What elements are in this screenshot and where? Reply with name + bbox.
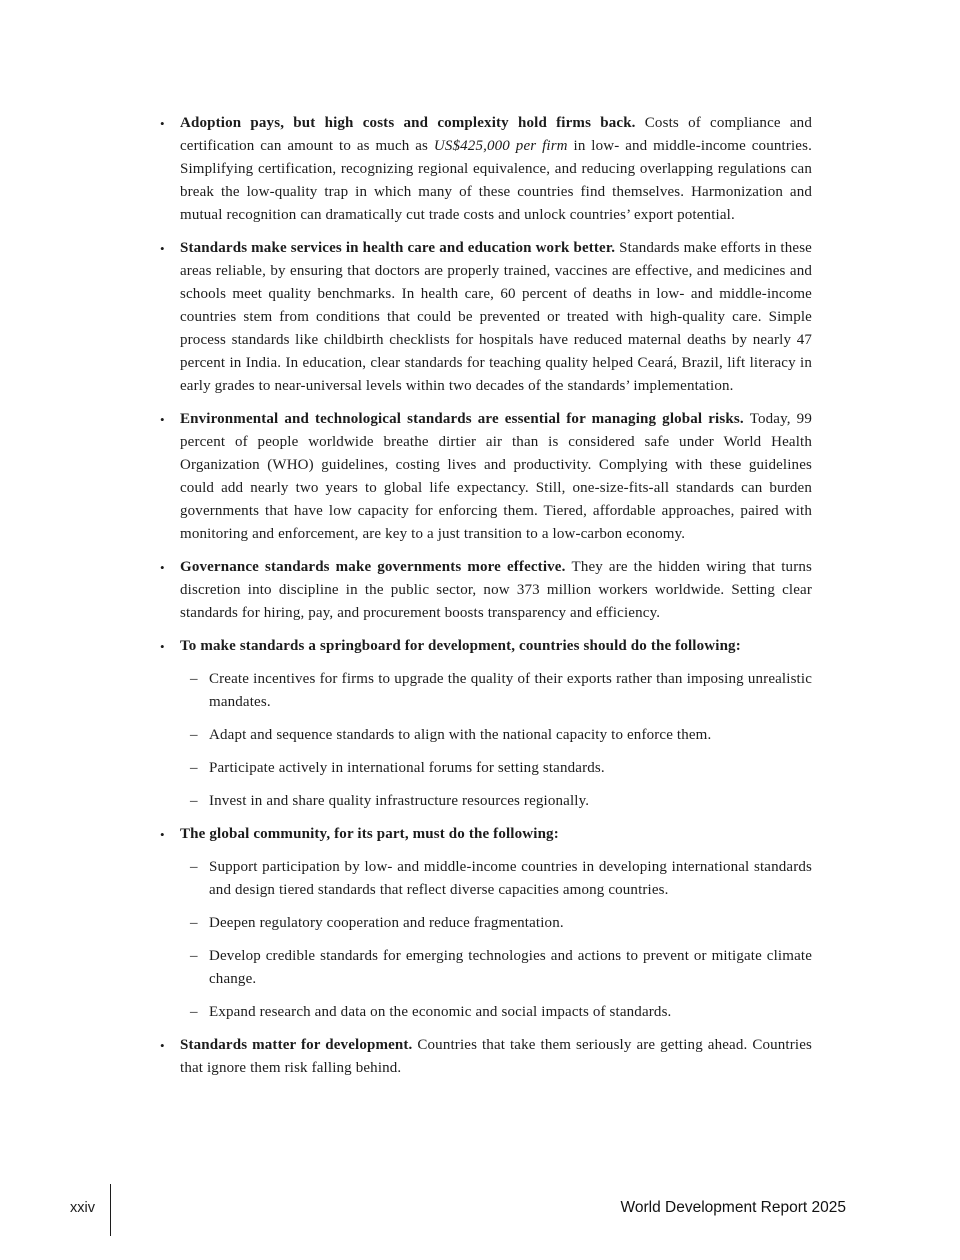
- sub-bullet-item: [190, 790, 812, 813]
- sub-bullet-item: [190, 856, 812, 902]
- footer-divider: [110, 1184, 111, 1236]
- sub-bullet-text: Invest in and share quality infrastructure resources regionally.: [209, 793, 590, 809]
- bullet-item: [160, 408, 812, 546]
- bullet-text: [180, 237, 812, 398]
- page-number: xxiv: [70, 1200, 95, 1216]
- bullet-text: [180, 112, 812, 227]
- bullet-text: [180, 408, 812, 546]
- bullet-marker-icon: •: [160, 560, 165, 575]
- bullet-item: [160, 112, 812, 227]
- dash-marker-icon: –: [190, 760, 198, 776]
- dash-marker-icon: –: [190, 1004, 198, 1020]
- page-footer: [0, 1184, 960, 1236]
- text-segment-normal: They are the hidden wiring that turns discretion into discipline in the public sector, now 373 million workers worldwide. Setting clear standards for hiring, pay, and procurement boosts transparency and efficiency.: [180, 559, 812, 621]
- sub-bullet-item: [190, 668, 812, 714]
- text-segment-bold: Standards matter for development.: [180, 1037, 418, 1053]
- sub-bullet-text: Deepen regulatory cooperation and reduce fragmentation.: [209, 915, 564, 931]
- text-segment-normal: Standards make efforts in these areas reliable, by ensuring that doctors are properly trained, vaccines are effective, and medicines and schools meet quality benchmarks. In health care, 60 percent of deaths in low- and middle-income countries stem from conditions that could be prevented or treated with high-quality care. Simple process standards like childbirth checklists for hospitals have reduced maternal deaths by nearly 47 percent in India. In education, clear standards for teaching quality helped Ceará, Brazil, lift literacy in early grades to near-universal levels within two decades of the standards’ implementation.: [180, 240, 812, 394]
- sub-bullet-item: [190, 945, 812, 991]
- bullet-marker-icon: •: [160, 241, 165, 256]
- bullet-text: [180, 1034, 812, 1080]
- bullet-item: [160, 556, 812, 625]
- bullet-item: [160, 1034, 812, 1080]
- bullet-item: [160, 635, 812, 813]
- text-segment-normal: Countries that take them seriously are getting ahead. Countries that ignore them risk falling behind.: [180, 1037, 812, 1076]
- text-segment-bold: Adoption pays, but high costs and complexity hold firms back.: [180, 115, 645, 131]
- text-segment-normal: Today, 99 percent of people worldwide breathe dirtier air than is considered safe under World Health Organization (WHO) guidelines, costing lives and productivity. Complying with these guidelines could add nearly two years to global life expectancy. Still, one-size-fits-all standards can burden governments that have low capacity for enforcing them. Tiered, affordable approaches, paired with monitoring and enforcement, are key to a just transition to a low-carbon economy.: [180, 411, 812, 542]
- bullet-list: [160, 112, 812, 1090]
- bullet-item: [160, 237, 812, 398]
- sub-bullet-item: [190, 912, 812, 935]
- bullet-item: [160, 823, 812, 1024]
- sub-bullet-item: [190, 757, 812, 780]
- sub-bullet-text: Participate actively in international forums for setting standards.: [209, 760, 605, 776]
- sub-bullet-text: Develop credible standards for emerging technologies and actions to prevent or mitigate climate change.: [209, 948, 812, 987]
- report-title: World Development Report 2025: [620, 1199, 846, 1216]
- bullet-marker-icon: •: [160, 827, 165, 842]
- dash-marker-icon: –: [190, 915, 198, 931]
- dash-marker-icon: –: [190, 948, 198, 964]
- sub-bullet-text: Create incentives for firms to upgrade the quality of their exports rather than imposing unrealistic mandates.: [209, 671, 812, 710]
- text-segment-normal: Costs of compliance and certification can amount to as much as: [180, 115, 812, 154]
- sub-bullet-item: [190, 1001, 812, 1024]
- dash-marker-icon: –: [190, 671, 198, 687]
- sub-bullet-list: [190, 856, 812, 1024]
- bullet-marker-icon: •: [160, 639, 165, 654]
- bullet-text: [180, 635, 812, 658]
- text-segment-bold: Standards make services in health care and education work better.: [180, 240, 620, 256]
- text-segment-normal: in low- and middle-income countries. Simplifying certification, recognizing regional equivalence, and reducing overlapping regulations can break the low-quality trap in which many of these countries find themselves. Harmonization and mutual recognition can dramatically cut trade costs and unlock countries’ export potential.: [180, 138, 812, 223]
- bullet-marker-icon: •: [160, 116, 165, 131]
- dash-marker-icon: –: [190, 793, 198, 809]
- sub-bullet-list: [190, 668, 812, 813]
- text-segment-italic: US$425,000 per firm: [433, 138, 568, 154]
- bullet-marker-icon: •: [160, 412, 165, 427]
- sub-bullet-text: Expand research and data on the economic and social impacts of standards.: [209, 1004, 672, 1020]
- sub-bullet-text: Support participation by low- and middle-income countries in developing international standards and design tiered standards that reflect diverse capacities among countries.: [209, 859, 812, 898]
- sub-bullet-text: Adapt and sequence standards to align with the national capacity to enforce them.: [209, 727, 712, 743]
- dash-marker-icon: –: [190, 727, 198, 743]
- text-segment-bold: Environmental and technological standards are essential for managing global risks.: [180, 411, 750, 427]
- text-segment-bold: The global community, for its part, must do the following:: [180, 826, 559, 842]
- bullet-marker-icon: •: [160, 1038, 165, 1053]
- sub-bullet-item: [190, 724, 812, 747]
- dash-marker-icon: –: [190, 859, 198, 875]
- bullet-text: [180, 823, 812, 846]
- bullet-text: [180, 556, 812, 625]
- text-segment-bold: To make standards a springboard for development, countries should do the following:: [180, 638, 741, 654]
- text-segment-bold: Governance standards make governments more effective.: [180, 559, 572, 575]
